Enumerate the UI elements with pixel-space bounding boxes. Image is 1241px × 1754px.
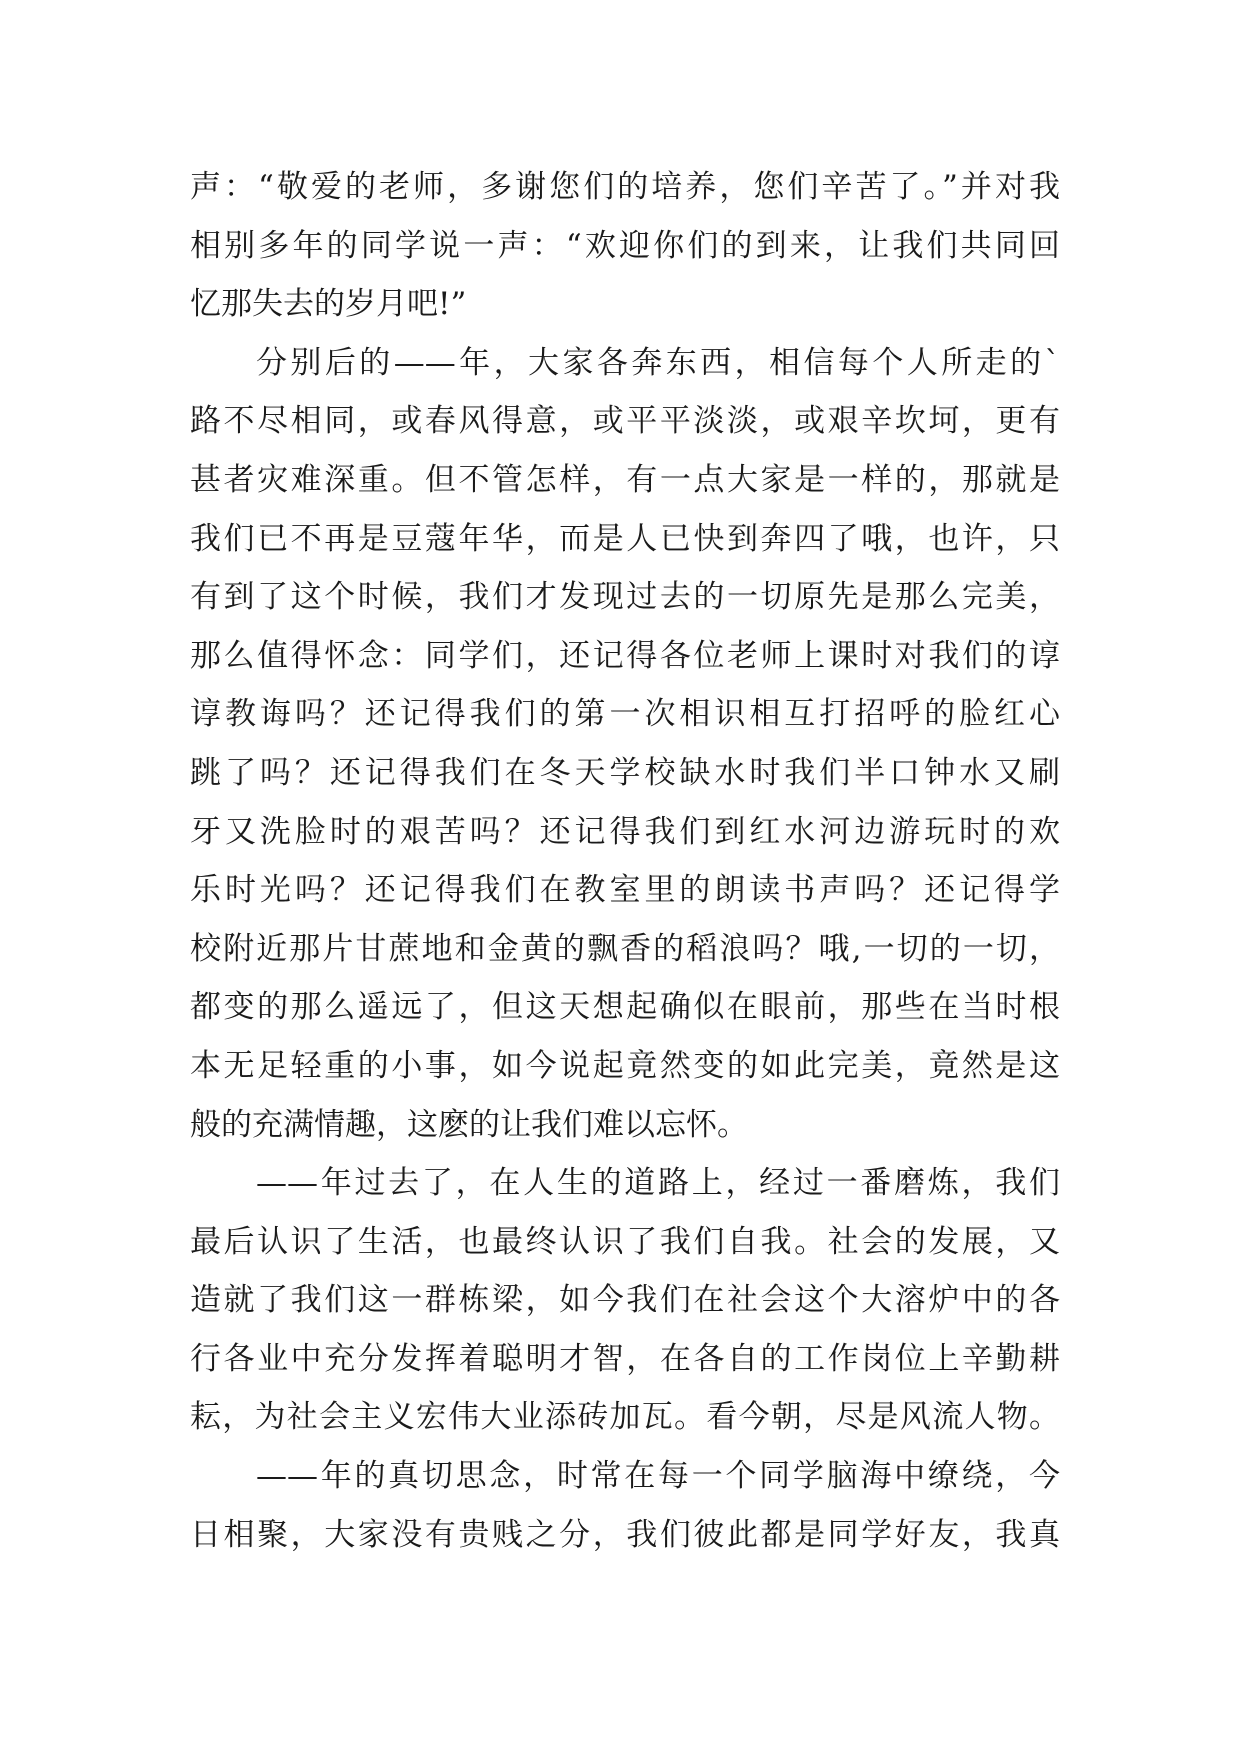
- text-line: 跳了吗？还记得我们在冬天学校缺水时我们半口钟水又刷: [190, 754, 1060, 791]
- text-line: 我们已不再是豆蔻年华，而是人已快到奔四了哦，也许，只: [190, 520, 1060, 557]
- paragraph-first-line: 分别后的——年，大家各奔东西，相信每个人所走的`: [256, 344, 1060, 381]
- text-line: 有到了这个时候，我们才发现过去的一切原先是那么完美，: [190, 579, 1060, 616]
- text-line: 都变的那么遥远了，但这天想起确似在眼前，那些在当时根: [190, 989, 1060, 1026]
- text-line: 行各业中充分发挥着聪明才智，在各自的工作岗位上辛勤耕: [190, 1340, 1060, 1377]
- text-line: 校附近那片甘蔗地和金黄的飘香的稻浪吗？哦,一切的一切，: [190, 930, 1060, 967]
- text-line: 耘，为社会主义宏伟大业添砖加瓦。看今朝，尽是风流人物。: [190, 1399, 1060, 1436]
- text-line: 甚者灾难深重。但不管怎样，有一点大家是一样的，那就是: [190, 461, 1060, 498]
- text-line: 日相聚，大家没有贵贱之分，我们彼此都是同学好友，我真: [190, 1516, 1060, 1553]
- text-line: 造就了我们这一群栋梁，如今我们在社会这个大溶炉中的各: [190, 1282, 1060, 1319]
- body-text: [190, 158, 1060, 1564]
- text-line: 路不尽相同，或春风得意，或平平淡淡，或艰辛坎坷，更有: [190, 403, 1060, 440]
- text-line: 相别多年的同学说一声：“欢迎你们的到来，让我们共同回: [190, 227, 1060, 264]
- text-line: 乐时光吗？还记得我们在教室里的朗读书声吗？还记得学: [190, 872, 1060, 909]
- text-line: 声：“敬爱的老师，多谢您们的培养，您们辛苦了。”并对我: [190, 169, 1060, 205]
- text-line: 般的充满情趣，这麽的让我们难以忘怀。: [190, 1106, 748, 1143]
- text-line: 本无足轻重的小事，如今说起竟然变的如此完美，竟然是这: [190, 1047, 1060, 1084]
- text-line: 那么值得怀念：同学们，还记得各位老师上课时对我们的谆: [190, 637, 1060, 674]
- text-line: 谆教诲吗？还记得我们的第一次相识相互打招呼的脸红心: [190, 696, 1060, 733]
- text-line: 牙又洗脸时的艰苦吗？还记得我们到红水河边游玩时的欢: [190, 813, 1060, 850]
- text-line: 最后认识了生活，也最终认识了我们自我。社会的发展，又: [190, 1223, 1060, 1260]
- paragraph-first-line: ——年过去了，在人生的道路上，经过一番磨炼，我们: [256, 1165, 1060, 1202]
- text-line: 忆那失去的岁月吧!”: [190, 286, 467, 323]
- paragraph-first-line: ——年的真切思念，时常在每一个同学脑海中缭绕，今: [256, 1458, 1060, 1495]
